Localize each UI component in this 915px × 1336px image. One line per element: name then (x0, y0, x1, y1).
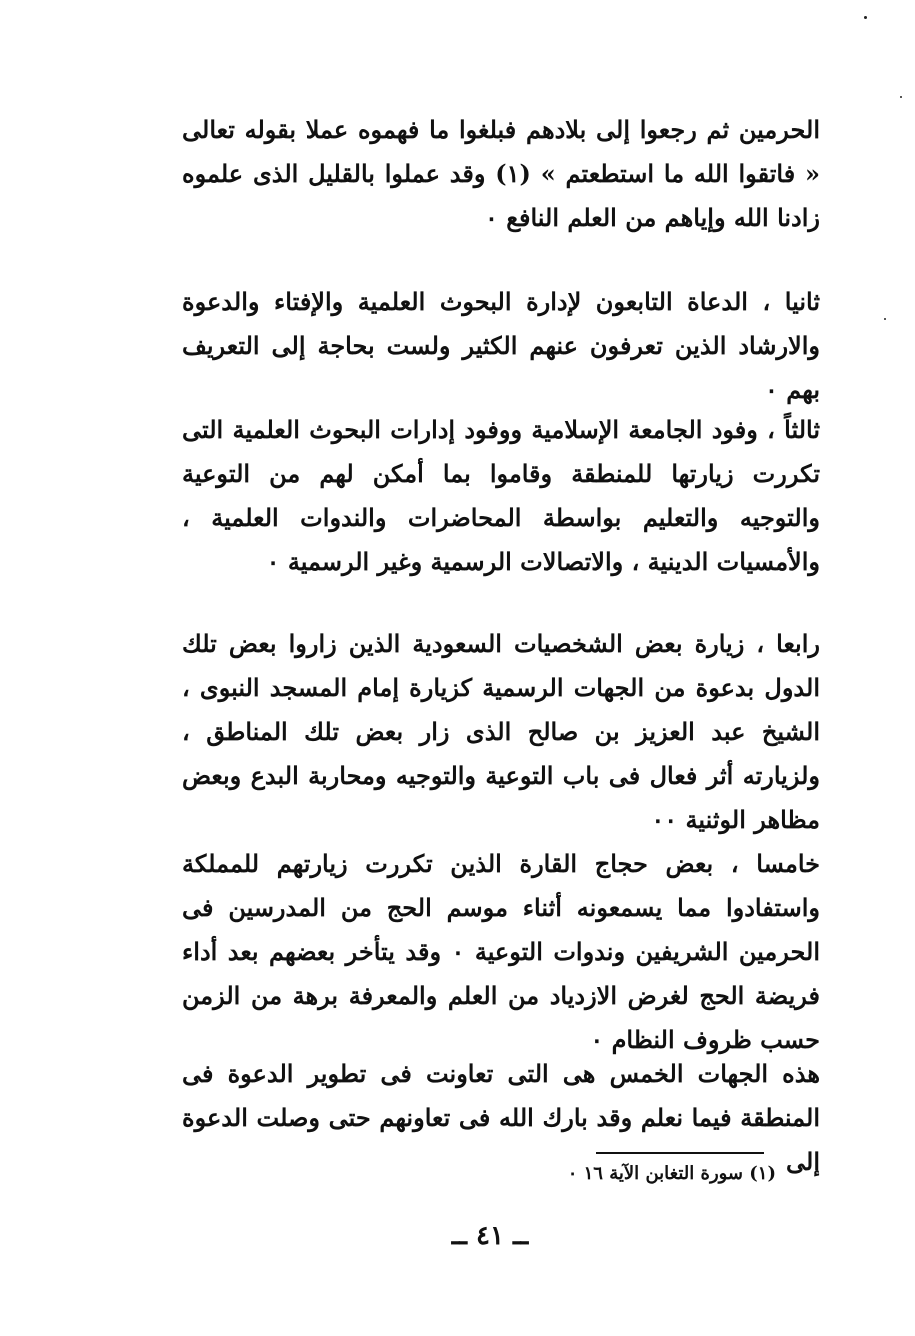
paragraph-second-source: ثانيا ، الدعاة التابعون لإدارة البحوث العلمية والإفتاء والدعوة والارشاد الذين تعرفون عنهم الكثير ولست بحاجة إلى التعريف بهم ٠ (182, 287, 820, 404)
page-number: ــ ٤١ ــ (451, 1221, 529, 1251)
scan-speck (884, 318, 886, 320)
footnote-divider (596, 1152, 764, 1154)
paragraph-summary: هذه الجهات الخمس هى التى تعاونت فى تطوير الدعوة فى المنطقة فيما نعلم وقد بارك الله فى تعاونهم حتى وصلت الدعوة إلى (182, 1059, 821, 1176)
paragraph-third-source: ثالثاً ، وفود الجامعة الإسلامية ووفود إدارات البحوث العلمية التى تكررت زيارتها للمنطقة وقاموا بما أمكن لهم من التوعية والتوجيه والتعليم بواسطة المحاضرات والندوات العلمية ، والأمسيات الدينية ، والاتصالات الرسمية وغير الرسمية ٠ (182, 415, 820, 576)
paragraph-fifth-source: خامسا ، بعض حجاج القارة الذين تكررت زيارتهم للمملكة واستفادوا مما يسمعونه أثناء موسم الحج من المدرسين فى الحرمين الشريفين وندوات التوعية ٠ وقد يتأخر بعضهم بعد أداء فريضة الحج لغرض الازدياد من العلم والمعرفة برهة من الزمن حسب ظروف النظام ٠ (182, 849, 820, 1054)
scan-speck (864, 16, 867, 19)
paragraph-fourth-source: رابعا ، زيارة بعض الشخصيات السعودية الذين زاروا بعض تلك الدول بدعوة من الجهات الرسمية كزيارة إمام المسجد النبوى ، الشيخ عبد العزيز بن صالح الذى زار بعض تلك المناطق ، ولزيارته أثر فعال فى باب التوعية والتوجيه ومحاربة البدع وبعض مظاهر الوثنية ٠٠ (182, 629, 820, 834)
scan-speck (900, 96, 902, 98)
footnote: (١) سورة التغابن الآية ١٦ ٠ (567, 1163, 776, 1184)
paragraph-continuation: الحرمين ثم رجعوا إلى بلادهم فبلغوا ما فهموه عملا بقوله تعالى « فاتقوا الله ما استطعتم » (١) وقد عملوا بالقليل الذى علموه زادنا الله وإياهم من العلم النافع ٠ (182, 115, 820, 232)
